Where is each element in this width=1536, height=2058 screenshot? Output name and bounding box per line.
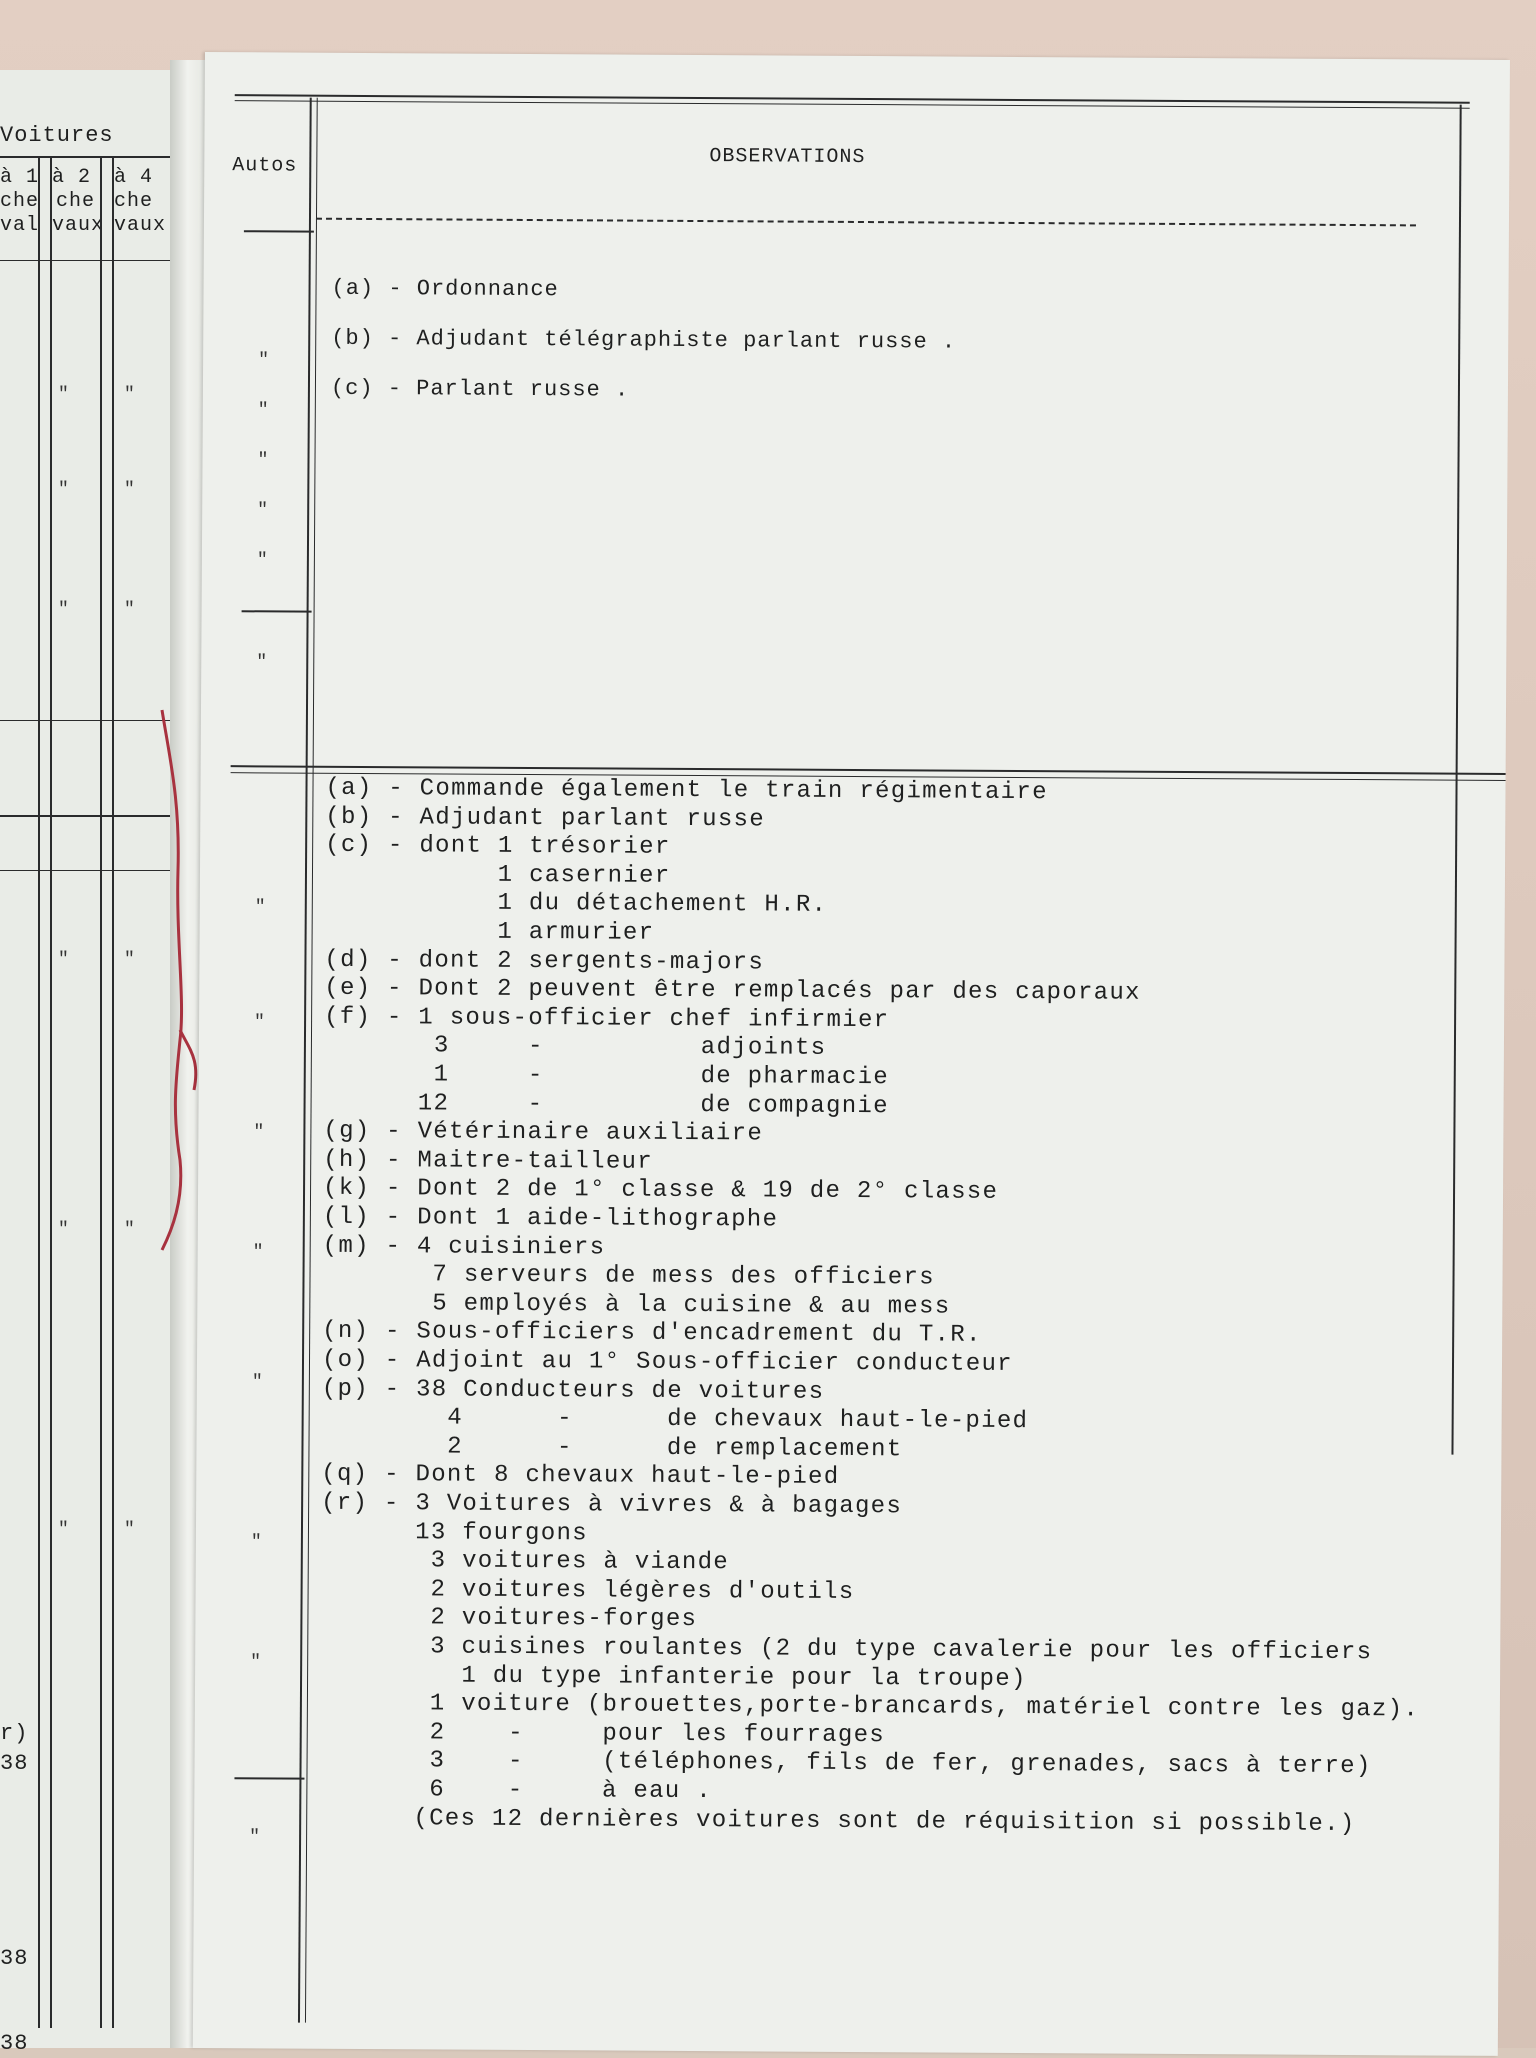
autos-ditto: ": [256, 550, 268, 571]
autos-header: Autos: [232, 154, 298, 178]
obs2-line: 12 - de compagnie: [323, 1089, 889, 1120]
left-col3-l3: vaux: [114, 214, 167, 237]
obs2-line: (a) - Commande également le train régimentaire: [325, 774, 1048, 807]
autos-ditto: ": [251, 1372, 263, 1393]
obs2-line: 1 - de pharmacie: [323, 1060, 890, 1092]
obs2-line: 3 - (téléphones, fils de fer, grenades, sacs à terre): [319, 1747, 1372, 1781]
left-ditto: ": [58, 385, 69, 405]
obs2-line: 2 - pour les fourrages: [319, 1718, 886, 1749]
obs2-line: (b) - Adjudant parlant russe: [325, 803, 766, 834]
left-ditto: ": [58, 1520, 69, 1540]
obs2-line: 1 casernier: [324, 860, 671, 890]
autos-ditto: ": [250, 1652, 262, 1673]
observations-header: OBSERVATIONS: [709, 145, 866, 170]
obs2-line: 1 du type infanterie pour la troupe): [320, 1661, 1027, 1693]
obs2-line: 3 - adjoints: [323, 1032, 827, 1063]
obs2-line: 4 - de chevaux haut-le-pied: [321, 1403, 1029, 1436]
autos-ditto: ": [253, 1122, 265, 1143]
obs2-line: (m) - 4 cuisiniers: [322, 1232, 606, 1262]
left-ditto: ": [58, 1220, 69, 1240]
obs1-line: (b) - Adjudant télégraphiste parlant russe .: [331, 325, 957, 355]
obs2-line: 2 - de remplacement: [321, 1432, 903, 1464]
obs2-line: (e) - Dont 2 peuvent être remplacés par des caporaux: [324, 974, 1141, 1007]
autos-ditto: ": [258, 350, 269, 371]
left-col2-l1: à 2: [52, 166, 92, 189]
right-page: [193, 52, 1510, 2056]
left-ditto: ": [124, 385, 135, 405]
autos-ditto: ": [250, 1532, 262, 1553]
obs2-line: 6 - à eau .: [319, 1775, 713, 1806]
obs2-line: 3 cuisines roulantes (2 du type cavalerie pour les officiers: [320, 1632, 1373, 1667]
autos-ditto: ": [257, 400, 269, 421]
obs2-line: (p) - 38 Conducteurs de voitures: [321, 1375, 825, 1406]
left-r-label: r): [0, 1721, 29, 1746]
obs2-line: (n) - Sous-officiers d'encadrement du T.R.: [322, 1318, 982, 1350]
left-ditto: ": [124, 600, 135, 620]
left-col1-l1: à 1: [0, 166, 40, 189]
left-ditto: ": [124, 950, 135, 970]
left-col2-l3: vaux: [52, 214, 105, 237]
autos-ditto: ": [256, 652, 268, 673]
left-col1-l2: che: [0, 190, 40, 213]
obs2-line: (o) - Adjoint au 1° Sous-officier conducteur: [321, 1346, 1013, 1378]
obs2-line: (r) - 3 Voitures à vivres & à bagages: [321, 1489, 903, 1521]
obs1-line: (a) - Ordonnance: [331, 275, 559, 303]
autos-ditto: ": [252, 1242, 264, 1263]
obs2-line: (d) - dont 2 sergents-majors: [324, 946, 765, 977]
autos-ditto: ": [249, 1827, 260, 1848]
obs2-line: 3 voitures à viande: [320, 1546, 730, 1577]
obs2-line: (c) - dont 1 trésorier: [325, 831, 671, 862]
left-col1-l3: val: [0, 214, 40, 237]
autos-ditto: ": [254, 897, 266, 918]
left-ditto: ": [124, 1520, 135, 1540]
left-ditto: ": [58, 950, 69, 970]
obs2-line: 1 du détachement H.R.: [324, 889, 828, 920]
left-col3-l1: à 4: [114, 166, 154, 189]
left-ditto: ": [58, 600, 69, 620]
left-ditto: ": [58, 480, 69, 500]
obs2-line: 5 employés à la cuisine & au mess: [322, 1289, 951, 1321]
left-col2-l2: che: [56, 190, 96, 213]
obs2-line: (f) - 1 sous-officier chef infirmier: [324, 1003, 890, 1034]
left-header: Voitures: [0, 123, 114, 148]
left-value-38: 38: [0, 1751, 29, 1776]
obs2-line: 13 fourgons: [320, 1518, 588, 1547]
obs2-line: 7 serveurs de mess des officiers: [322, 1260, 936, 1292]
autos-ditto: ": [257, 500, 269, 521]
obs1-line: (c) - Parlant russe .: [330, 375, 630, 403]
obs2-line: (k) - Dont 2 de 1° classe & 19 de 2° classe: [322, 1175, 999, 1207]
obs2-line: (q) - Dont 8 chevaux haut-le-pied: [321, 1461, 840, 1492]
left-col3-l2: che: [114, 190, 154, 213]
left-value-38-b: 38: [0, 1946, 29, 1971]
obs2-line: (g) - Vétérinaire auxiliaire: [323, 1117, 764, 1148]
left-value-38-c: 38: [0, 2031, 29, 2056]
obs2-line: 1 armurier: [324, 917, 655, 947]
obs2-line: 2 voitures légères d'outils: [320, 1575, 855, 1606]
autos-ditto: ": [254, 1012, 265, 1033]
left-ditto: ": [124, 1220, 135, 1240]
obs2-line: 1 voiture (brouettes,porte-brancards, matériel contre les gaz).: [319, 1689, 1420, 1724]
obs2-line: (Ces 12 dernières voitures sont de réquisition si possible.): [319, 1804, 1356, 1838]
obs2-line: 2 voitures-forges: [320, 1604, 698, 1634]
obs2-line: (l) - Dont 1 aide-lithographe: [322, 1203, 779, 1234]
autos-ditto: ": [257, 450, 269, 471]
obs2-line: (h) - Maitre-tailleur: [323, 1146, 654, 1176]
left-ditto: ": [124, 480, 135, 500]
